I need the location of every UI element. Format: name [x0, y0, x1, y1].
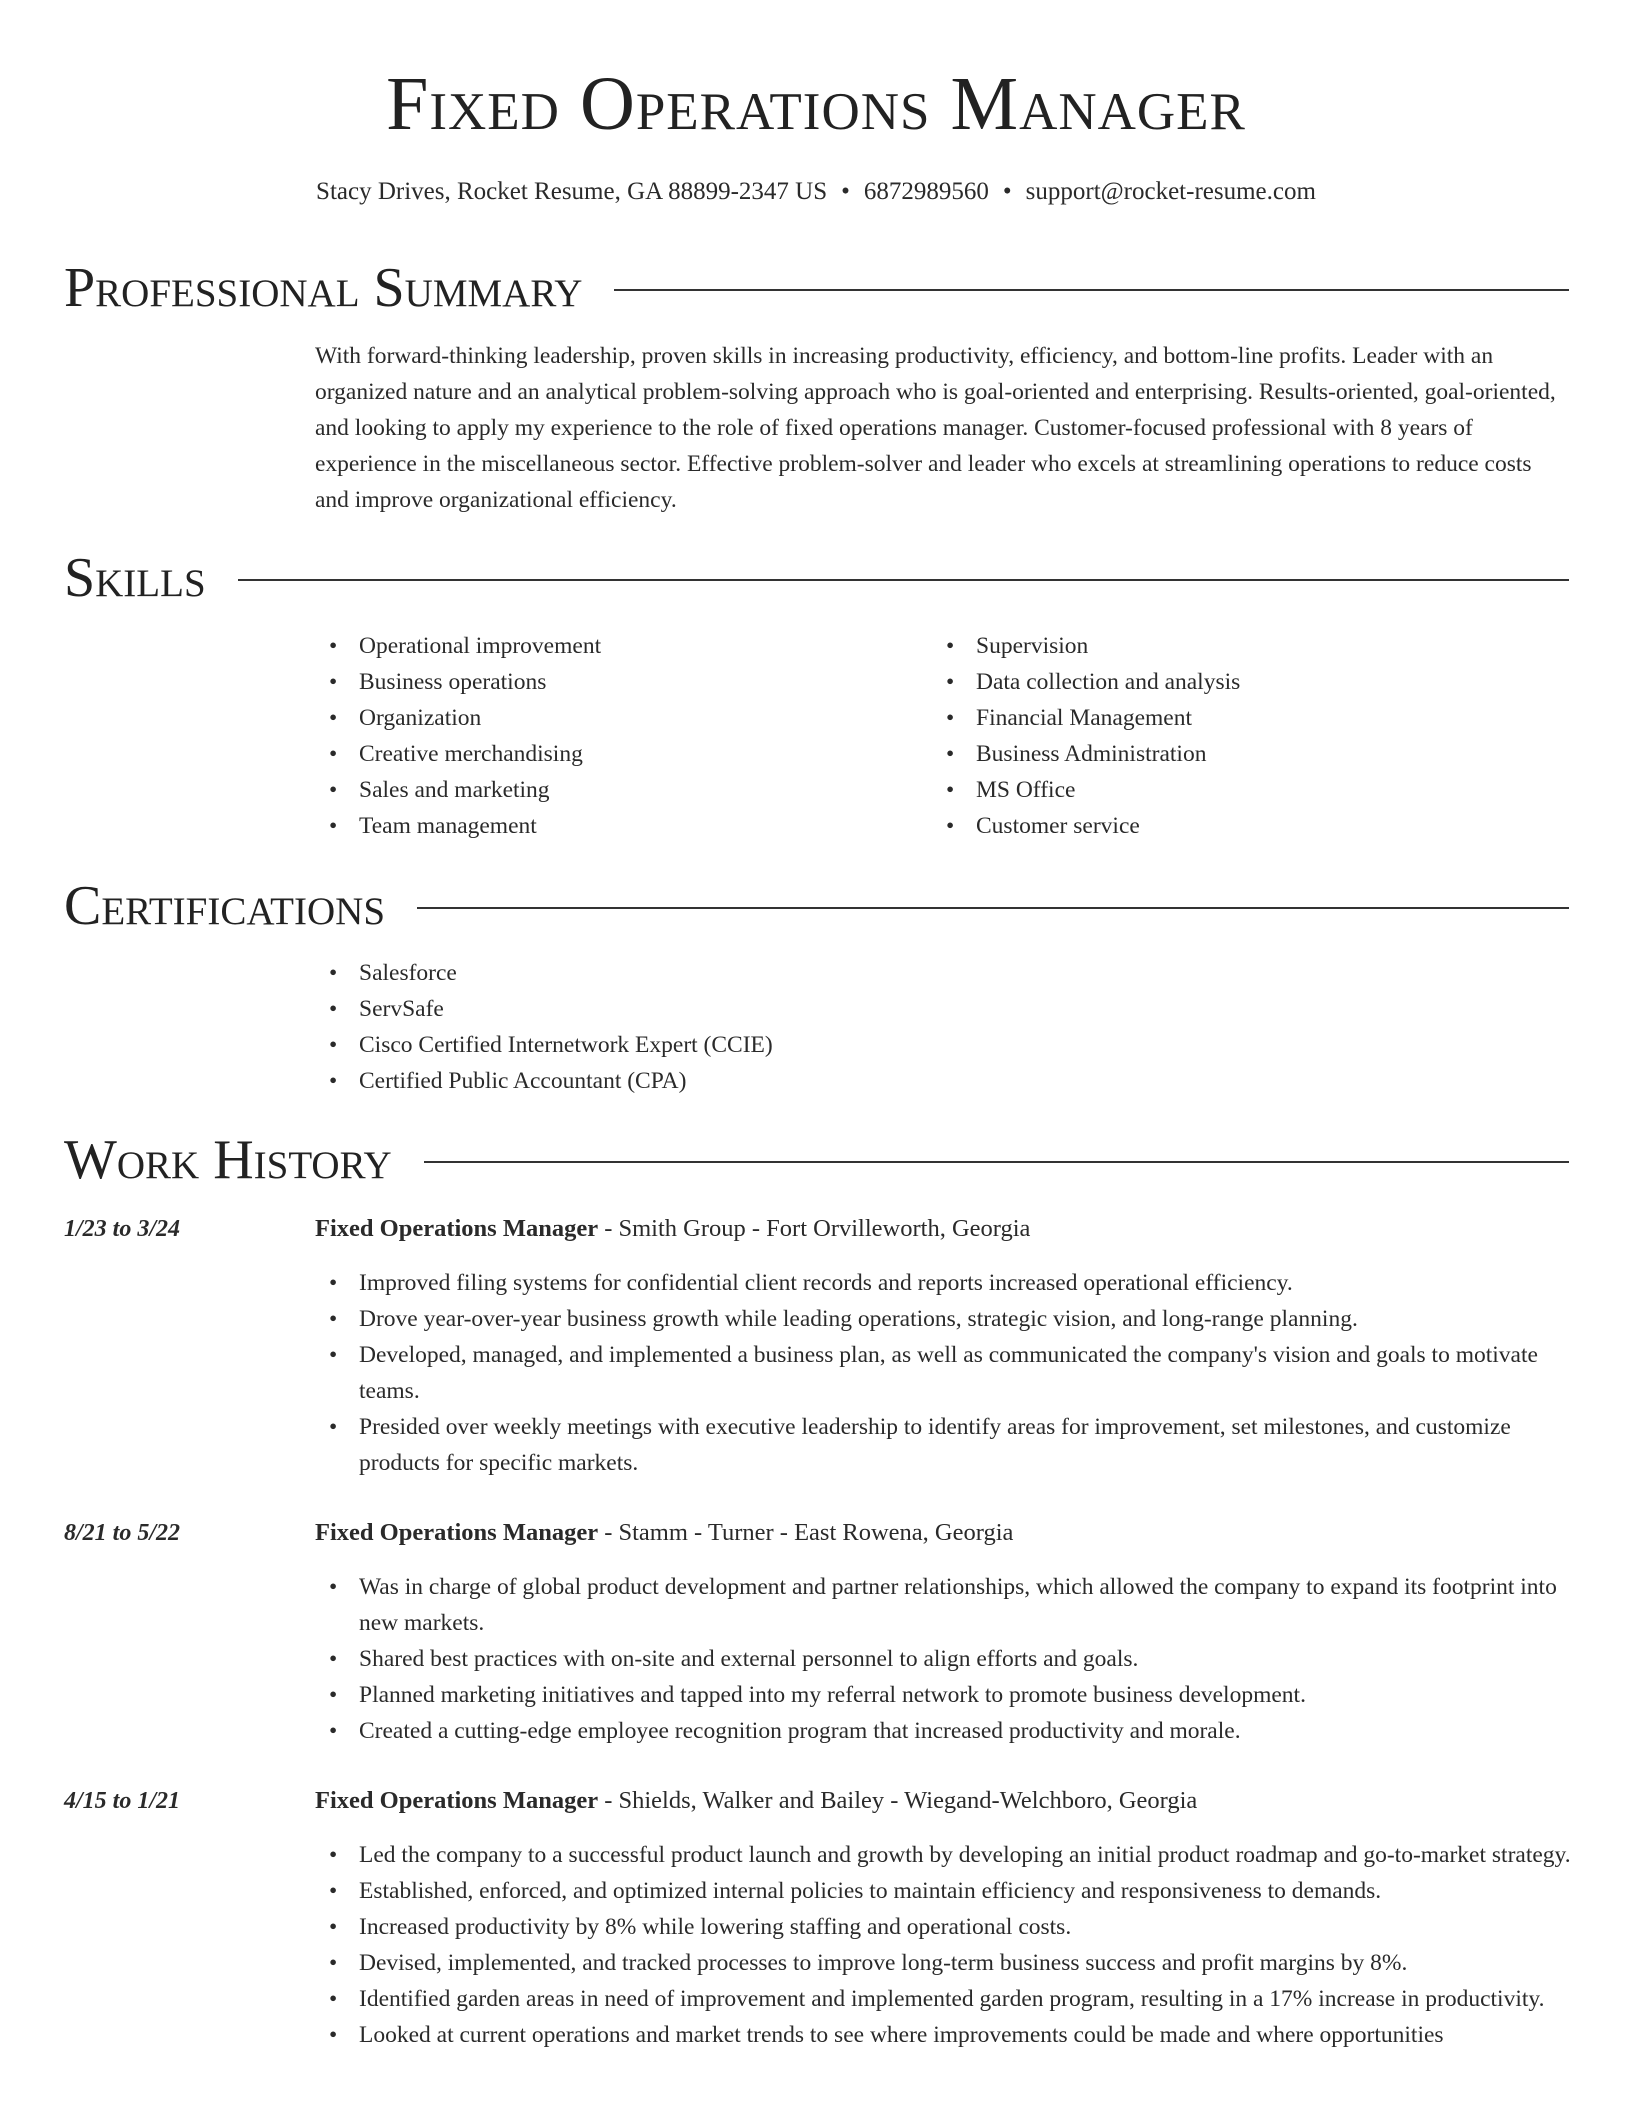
certification-item: • Cisco Certified Internetwork Expert (CCIE): [315, 1027, 1515, 1063]
skills-column-right: [932, 628, 1532, 844]
job-bullet: • Improved filing systems for confidential client records and reports increased operational efficiency.: [315, 1265, 1571, 1301]
job-heading: [315, 1211, 1030, 1247]
skill-item: • Sales and marketing: [315, 772, 915, 808]
job-bullet: • Was in charge of global product development and partner relationships, which allowed the company to expand its footprint into new markets.: [315, 1569, 1571, 1641]
job-employer-location: - Shields, Walker and Bailey - Wiegand-Welchboro, Georgia: [598, 1787, 1198, 1814]
contact-address: Stacy Drives, Rocket Resume, GA 88899-2347 US: [316, 178, 828, 205]
contact-line: [0, 175, 1632, 209]
section-divider: [238, 579, 1569, 581]
certifications-section-header: [64, 873, 1569, 939]
job-bullet-list: [315, 1569, 1571, 1749]
skill-item: • Business Administration: [932, 736, 1532, 772]
job-bullet: • Looked at current operations and market trends to see where improvements could be made and where opportunities: [315, 2017, 1571, 2053]
job-bullet-list: [315, 1265, 1571, 1481]
skill-item: • Team management: [315, 808, 915, 844]
skill-item: • Operational improvement: [315, 628, 915, 664]
summary-section-title: Professional Summary: [64, 257, 583, 319]
job-dates: 1/23 to 3/24: [64, 1216, 181, 1242]
skills-section-title: Skills: [64, 547, 206, 609]
section-divider: [417, 907, 1569, 909]
work-history-section-title: Work History: [64, 1129, 392, 1191]
job-title: Fixed Operations Manager: [315, 1215, 599, 1242]
job-heading: [315, 1515, 1013, 1551]
resume-name-title: Fixed Operations Manager: [386, 62, 1246, 146]
job-title: Fixed Operations Manager: [315, 1519, 599, 1546]
summary-text: With forward-thinking leadership, proven skills in increasing productivity, efficiency, and bottom-line profits. Leader with an organized nature and an analytical problem-solving approach who is goal-oriented and enterprising. Results-oriented, goal-oriented, and looking to apply my experience to the role of fixed operations manager. Customer-focused professional with 8 years of experience in the miscellaneous sector. Effective problem-solver and leader who excels at streamlining operations to reduce costs and improve organizational efficiency.: [315, 343, 1556, 513]
job-bullet: • Increased productivity by 8% while lowering staffing and operational costs.: [315, 1909, 1571, 1945]
job-dates: 8/21 to 5/22: [64, 1520, 181, 1546]
job-bullet: • Identified garden areas in need of improvement and implemented garden program, resulting in a 17% increase in productivity.: [315, 1981, 1571, 2017]
certification-item: • Salesforce: [315, 955, 1515, 991]
job-bullet-list: [315, 1837, 1571, 2053]
skills-section-header: [64, 545, 1569, 611]
job-employer-location: - Stamm - Turner - East Rowena, Georgia: [598, 1519, 1014, 1546]
section-divider: [614, 289, 1569, 291]
job-dates: 4/15 to 1/21: [64, 1788, 181, 1814]
section-divider: [424, 1161, 1569, 1163]
work-history-section-header: [64, 1127, 1569, 1193]
skill-item: • Organization: [315, 700, 915, 736]
certification-item: • ServSafe: [315, 991, 1515, 1027]
contact-phone: 6872989560: [863, 178, 989, 205]
job-bullet: • Developed, managed, and implemented a business plan, as well as communicated the company's vision and goals to motivate teams.: [315, 1337, 1571, 1409]
skill-item: • Creative merchandising: [315, 736, 915, 772]
contact-separator: •: [841, 178, 850, 205]
job-bullet: • Created a cutting-edge employee recognition program that increased productivity and morale.: [315, 1713, 1571, 1749]
job-bullet: • Presided over weekly meetings with executive leadership to identify areas for improvement, set milestones, and customize products for specific markets.: [315, 1409, 1571, 1481]
skill-item: • MS Office: [932, 772, 1532, 808]
job-bullet: • Led the company to a successful product launch and growth by developing an initial product roadmap and go-to-market strategy.: [315, 1837, 1571, 1873]
contact-separator: •: [1002, 178, 1012, 205]
job-bullet: • Planned marketing initiatives and tapped into my referral network to promote business development.: [315, 1677, 1571, 1713]
job-bullet: • Drove year-over-year business growth while leading operations, strategic vision, and long-range planning.: [315, 1301, 1571, 1337]
skill-item: • Financial Management: [932, 700, 1532, 736]
skill-item: • Business operations: [315, 664, 915, 700]
certifications-list: [315, 955, 1515, 1099]
skill-item: • Supervision: [932, 628, 1532, 664]
certifications-section-title: Certifications: [64, 875, 386, 937]
job-title: Fixed Operations Manager: [315, 1787, 599, 1814]
certification-item: • Certified Public Accountant (CPA): [315, 1063, 1515, 1099]
job-bullet: • Shared best practices with on-site and external personnel to align efforts and goals.: [315, 1641, 1571, 1677]
job-heading: [315, 1783, 1197, 1819]
summary-section-header: [64, 255, 1569, 321]
contact-email: support@rocket-resume.com: [1025, 178, 1316, 205]
job-employer-location: - Smith Group - Fort Orvilleworth, Georgia: [598, 1215, 1031, 1242]
skill-item: • Customer service: [932, 808, 1532, 844]
skills-column-left: [315, 628, 915, 844]
skill-item: • Data collection and analysis: [932, 664, 1532, 700]
job-bullet: • Devised, implemented, and tracked processes to improve long-term business success and profit margins by 8%.: [315, 1945, 1571, 1981]
job-bullet: • Established, enforced, and optimized internal policies to maintain efficiency and responsiveness to demands.: [315, 1873, 1571, 1909]
